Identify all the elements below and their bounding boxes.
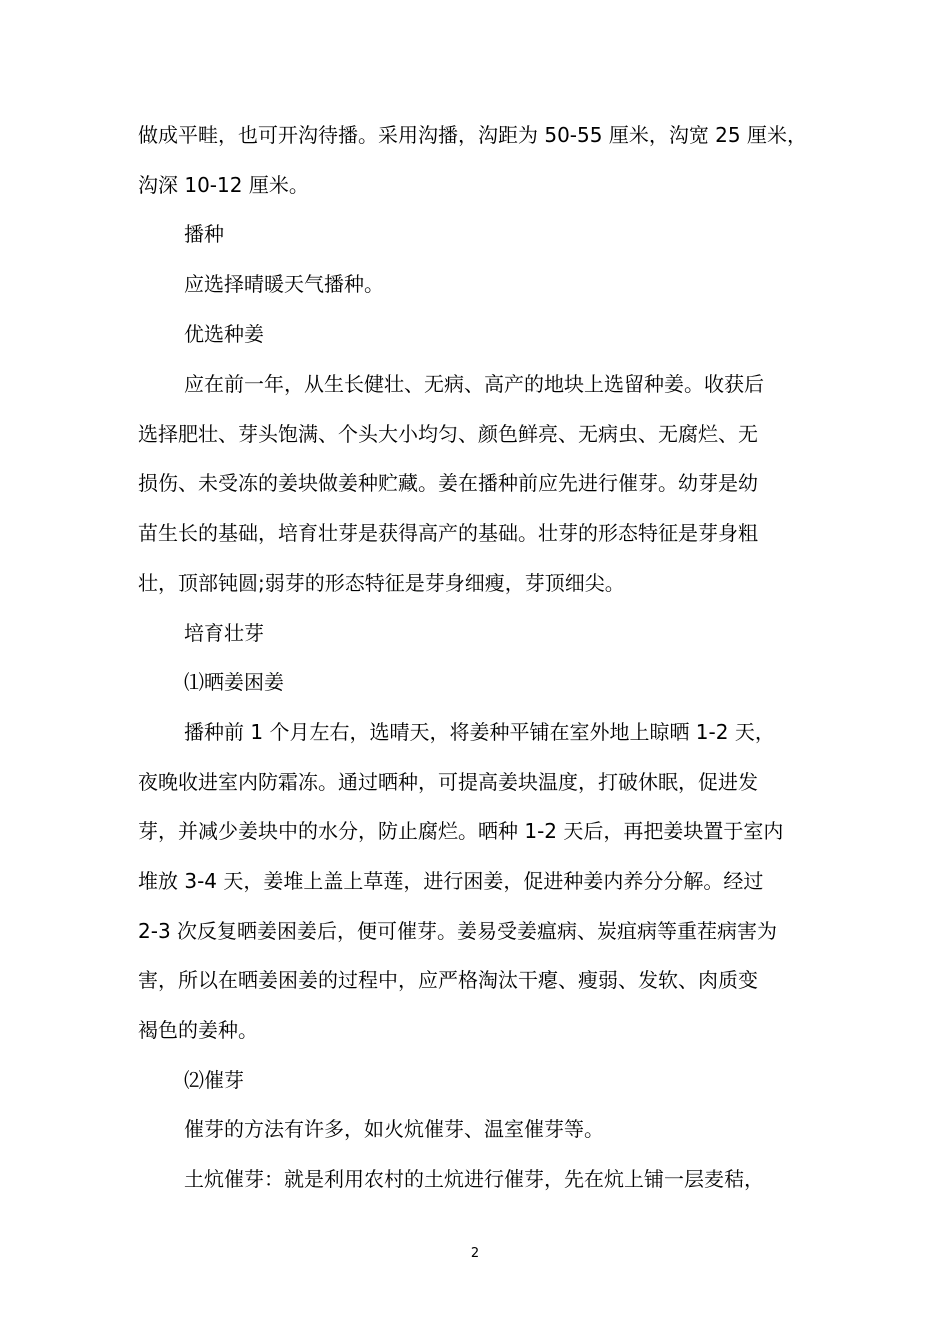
body-text-line: 害，所以在晒姜困姜的过程中，应严格淘汰干瘪、瘦弱、发软、肉质变 [138, 968, 758, 992]
body-text-line: 土炕催芽：就是利用农村的土炕进行催芽，先在炕上铺一层麦秸， [184, 1167, 764, 1191]
body-text-line: 做成平畦，也可开沟待播。采用沟播，沟距为 50-55 厘米，沟宽 25 厘米， [138, 123, 807, 147]
section-heading: 优选种姜 [184, 322, 264, 346]
body-text-line: 催芽的方法有许多，如火炕催芽、温室催芽等。 [184, 1117, 604, 1141]
page-number: 2 [470, 1246, 480, 1261]
body-text-line: 苗生长的基础，培育壮芽是获得高产的基础。壮芽的形态特征是芽身粗 [138, 521, 758, 545]
body-text-line: 沟深 10-12 厘米。 [138, 173, 309, 197]
body-text-line: 壮，顶部钝圆;弱芽的形态特征是芽身细瘦，芽顶细尖。 [138, 571, 625, 595]
body-text-line: 芽，并减少姜块中的水分，防止腐烂。晒种 1-2 天后，再把姜块置于室内 [138, 819, 784, 843]
body-text-line: 应在前一年，从生长健壮、无病、高产的地块上选留种姜。收获后 [184, 372, 764, 396]
body-text-line: 夜晚收进室内防霜冻。通过晒种，可提高姜块温度，打破休眠，促进发 [138, 770, 758, 794]
subsection-heading: ⑵催芽 [184, 1068, 244, 1092]
subsection-heading: ⑴晒姜困姜 [184, 670, 284, 694]
body-text-line: 应选择晴暖天气播种。 [184, 272, 384, 296]
body-text-line: 选择肥壮、芽头饱满、个头大小均匀、颜色鲜亮、无病虫、无腐烂、无 [138, 422, 758, 446]
section-heading: 培育壮芽 [184, 621, 264, 645]
body-text-line: 2-3 次反复晒姜困姜后，便可催芽。姜易受姜瘟病、炭疽病等重茬病害为 [138, 919, 778, 943]
body-text-line: 损伤、未受冻的姜块做姜种贮藏。姜在播种前应先进行催芽。幼芽是幼 [138, 471, 758, 495]
body-text-line: 褐色的姜种。 [138, 1018, 258, 1042]
body-text-line: 堆放 3-4 天，姜堆上盖上草莲，进行困姜，促进种姜内养分分解。经过 [138, 869, 764, 893]
body-text-line: 播种前 1 个月左右，选晴天，将姜种平铺在室外地上晾晒 1-2 天， [184, 720, 775, 744]
section-heading: 播种 [184, 222, 224, 246]
